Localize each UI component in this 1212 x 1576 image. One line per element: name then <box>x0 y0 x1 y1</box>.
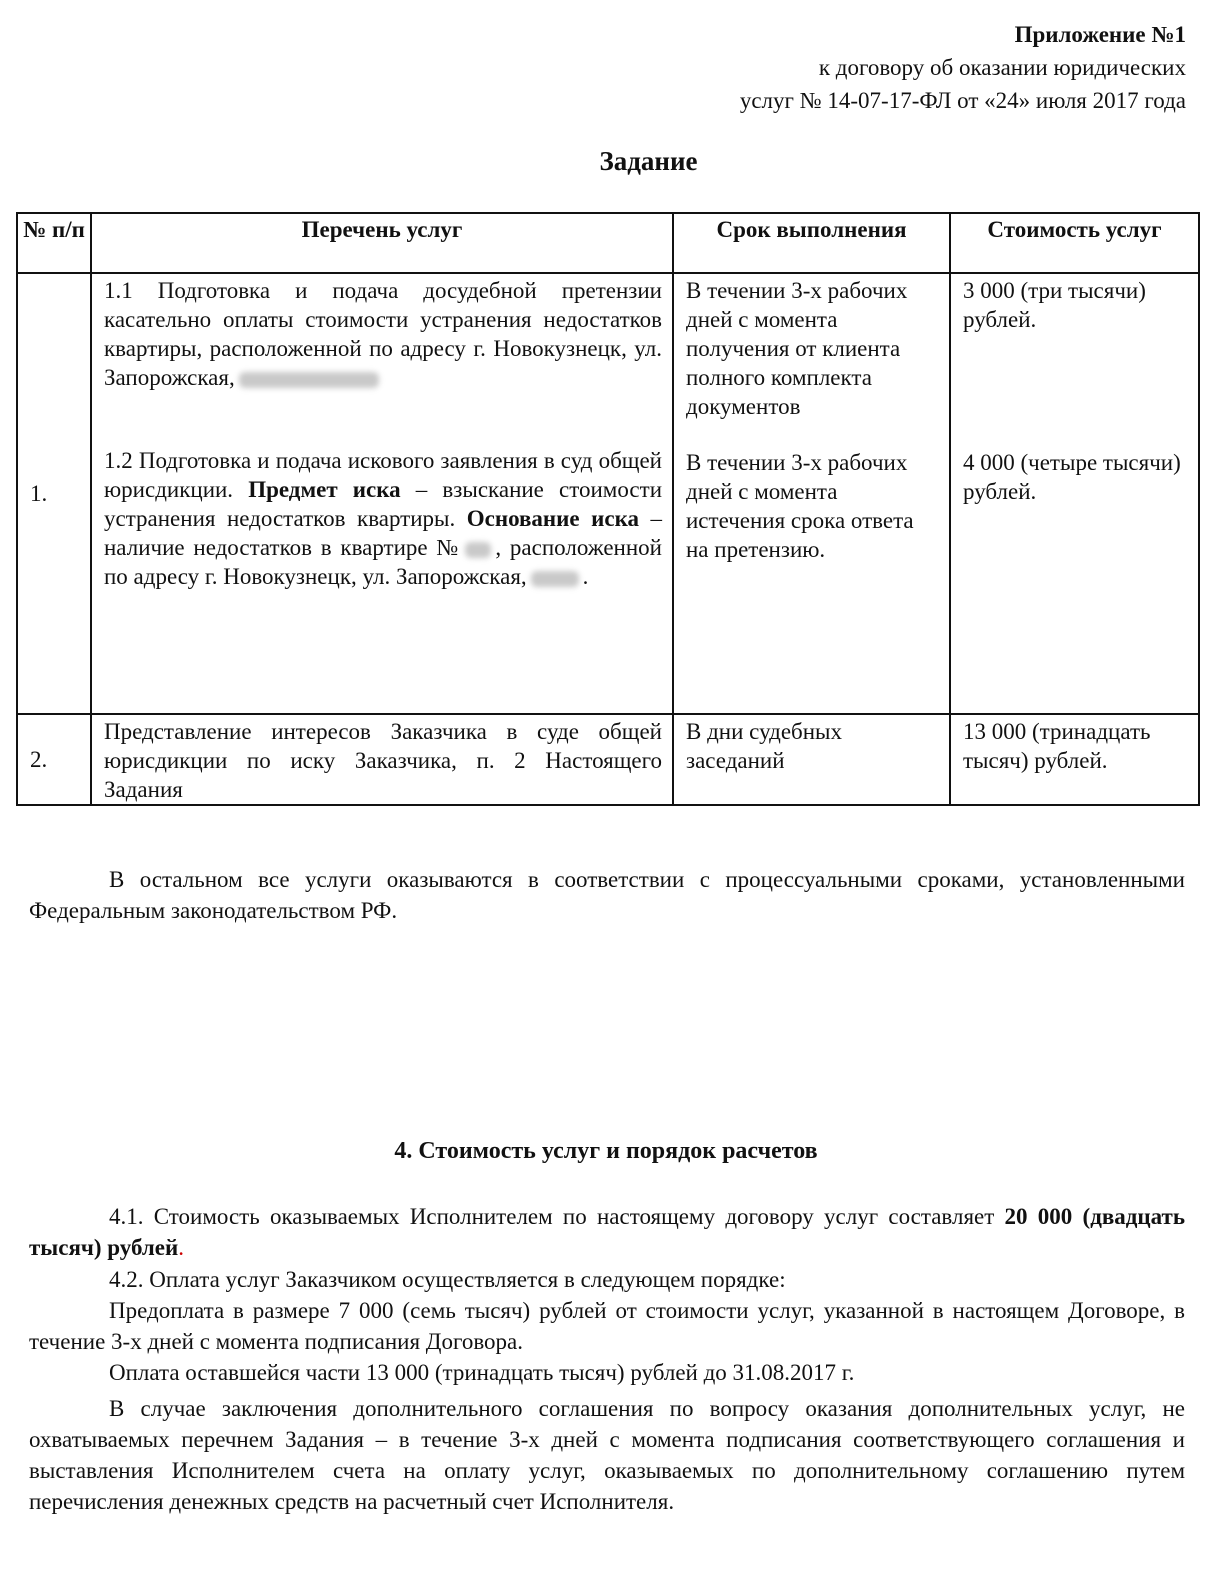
clause-4-2: 4.2. Оплата услуг Заказчиком осуществляется в следующем порядке: <box>109 1267 786 1292</box>
service-item-2: 1.2 Подготовка и подача искового заявления в суд общей юрисдикции. Предмет иска – взыскание стоимости устранения недостатков квартиры. Основание иска – наличие недостатков в квартире № , расположенной по адресу г. Новокузнецк, ул. Запорожская, . <box>104 448 663 589</box>
service-item-1: 1.1 Подготовка и подача досудебной претензии касательно оплаты стоимости устранения недостатков квартиры, расположенной по адресу г. Новокузнецк, ул. Запорожская, <box>104 278 662 390</box>
contract-reference-line2: услуг № 14-07-17-ФЛ от «24» июля 2017 года <box>739 88 1186 113</box>
redacted-house <box>531 571 579 587</box>
task-table <box>16 212 1200 806</box>
term-cell <box>673 273 950 714</box>
closing-paragraph: В остальном все услуги оказываются в соответствии с процессуальными сроками, установленными Федеральным законодательством РФ. <box>29 867 1185 923</box>
appendix-number: Приложение №1 <box>1014 22 1186 47</box>
redacted-apartment <box>465 542 491 558</box>
row-number: 2. <box>17 714 91 805</box>
row-number: 1. <box>17 273 91 714</box>
contract-reference-line1: к договору об оказании юридических <box>818 55 1186 80</box>
cost-item-2: 4 000 (четыре тысячи) рублей. <box>963 450 1181 504</box>
services-cell <box>91 273 673 714</box>
header-cost: Стоимость услуг <box>950 213 1199 273</box>
header-services: Перечень услуг <box>91 213 673 273</box>
services-cell: Представление интересов Заказчика в суде общей юрисдикции по иску Заказчика, п. 2 Настоящего Задания <box>91 714 673 805</box>
cost-item-1: 3 000 (три тысячи) рублей. <box>963 278 1146 332</box>
clause-4-1: 4.1. Стоимость оказываемых Исполнителем по настоящему договору услуг составляет 20 000 (двадцать тысяч) рублей. <box>29 1204 1186 1260</box>
term-cell: В дни судебных заседаний <box>673 714 950 805</box>
cost-cell <box>950 273 1199 714</box>
term-item-2: В течении 3-х рабочих дней с момента истечения срока ответа на претензию. <box>686 450 914 562</box>
table-row <box>17 273 1199 714</box>
header-num: № п/п <box>17 213 91 273</box>
prepayment-paragraph: Предоплата в размере 7 000 (семь тысяч) рублей от стоимости услуг, указанной в настоящем Договоре, в течение 3-х дней с момента подписания Договора. <box>29 1298 1185 1354</box>
page-title: Задание <box>599 146 698 176</box>
document-header <box>740 18 1186 117</box>
additional-agreement-paragraph: В случае заключения дополнительного соглашения по вопросу оказания дополнительных услуг, не охватываемых перечнем Задания – в течение 3-х дней с момента подписания соответствующего соглашения и выставления Исполнителем счета на оплату услуг, оказываемых по дополнительному соглашению путем перечисления денежных средств на расчетный счет Исполнителя. <box>29 1396 1185 1514</box>
redacted-address <box>239 372 379 388</box>
remaining-payment-paragraph: Оплата оставшейся части 13 000 (тринадцать тысяч) рублей до 31.08.2017 г. <box>109 1360 855 1385</box>
term-item-1: В течении 3-х рабочих дней с момента получения от клиента полного комплекта документов <box>686 278 908 419</box>
table-header-row <box>17 213 1199 273</box>
section-heading: 4. Стоимость услуг и порядок расчетов <box>394 1138 818 1164</box>
table-row <box>17 714 1199 805</box>
cost-cell: 13 000 (тринадцать тысяч) рублей. <box>950 714 1199 805</box>
header-term: Срок выполнения <box>673 213 950 273</box>
